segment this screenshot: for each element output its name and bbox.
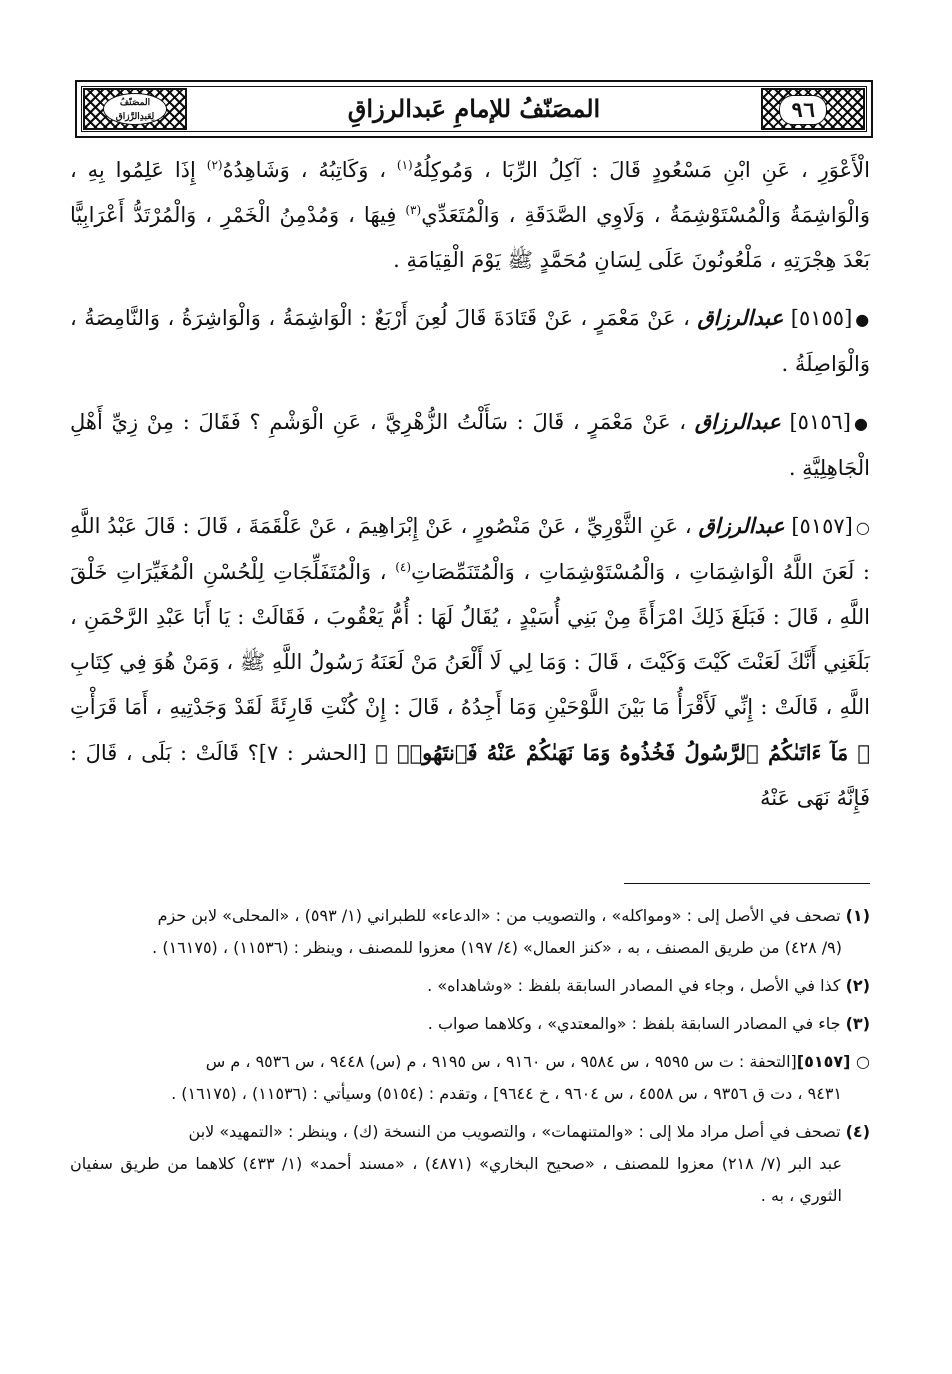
main-text (70, 148, 870, 833)
footnote-text: ٩٤٣١ ، دت ق ٩٣٥٦ ، س ٤٥٥٨ ، س ٩٦٠٤ ، خ ٩٦٤٤] ، وتقدم : (٥١٥٤) وسيأتي : (١١٥٣٦) ، (١٦١٧٥) . (171, 1084, 842, 1103)
footnote-2 (70, 970, 870, 1002)
footnote-4 (70, 1116, 870, 1212)
hadith-5157 (70, 503, 870, 821)
footnote-text: كذا في الأصل ، وجاء في المصادر السابقة بلفظ : «وشاهداه» . (427, 976, 846, 995)
footnote-ref-3[interactable]: (٣) (405, 203, 422, 217)
footnote-number: (٢) (845, 976, 870, 995)
hadith-text: ، عَنْ مَعْمَرٍ ، عَنْ قَتَادَةَ قَالَ لُعِنَ أَرْبَعٌ : الْوَاشِمَةُ ، وَالْوَاشِرَةُ ، وَالنَّامِصَةُ ، وَالْوَاصِلَةُ . (70, 306, 870, 376)
paragraph-continuation (70, 148, 870, 283)
hadith-5155 (70, 295, 870, 387)
footnote-takhrij-5157 (70, 1046, 870, 1110)
footnote-text: عبد البر (٧/ ٢١٨) معزوا للمصنف ، «صحيح البخاري» (٤٨٧١) ، «مسند أحمد» (١/ ٤٣٣) كلاهما من طريق سفيان الثوري ، به . (70, 1154, 843, 1205)
narrator-name: عبدالرزاق (698, 513, 785, 538)
hollow-bullet-icon: ○ (855, 518, 870, 537)
running-title: المصَنّفُ للإمامِ عَبدالرزاقِ (347, 94, 601, 123)
quran-reference: [الحشر : ٧] (258, 741, 376, 765)
footnote-3 (70, 1008, 870, 1040)
footnote-1 (70, 900, 870, 964)
narrator-name: عبدالرزاق (694, 409, 781, 434)
footnote-text: تصحف في الأصل إلى : «ومواكله» ، والتصويب من : «الدعاء» للطبراني (١/ ٥٩٣) ، «المحلى» لابن حزم (157, 906, 846, 925)
hadith-text: ؟ قَالَتْ : بَلَى ، قَالَ : فَإِنَّهُ نَهَى عَنْهُ (70, 741, 870, 810)
seal-line-1: المصَنّفُ (119, 98, 151, 108)
filled-bullet-icon: ● (854, 414, 870, 433)
footnote-text: (٩/ ٤٢٨) من طريق المصنف ، به ، «كنز العمال» (٤/ ١٩٧) معزوا للمصنف ، وينظر : (١١٥٣٦) ، (١٦١٧٥) . (152, 938, 842, 957)
footnote-number: (١) (845, 906, 870, 925)
narrator-name: عبدالرزاق (697, 305, 784, 330)
footnote-ref-4[interactable]: (٤) (395, 560, 412, 574)
quran-quote: ﴿ مَآ ءَاتَىٰكُمُ ٱلرَّسُولُ فَخُذُوهُ وَمَا نَهَىٰكُمْ عَنْهُ فَٱنتَهُوا۟ ﴾ (375, 740, 870, 765)
hadith-number: [٥١٥٥] (790, 306, 853, 330)
hadith-5156 (70, 399, 870, 491)
footnote-number: (٤) (845, 1122, 870, 1141)
footnote-text: جاء في المصادر السابقة بلفظ : «والمعتدي» ، وكلاهما صواب . (427, 1014, 846, 1033)
text-run: ، وَكَاتِبُهُ ، وَشَاهِدُهُ (222, 158, 397, 182)
footnote-ref-1[interactable]: (١) (396, 158, 413, 172)
hadith-text: ، وَالْمُتَفَلِّجَاتِ لِلْحُسْنِ الْمُغَيِّرَاتِ خَلْقَ اللَّهِ ، قَالَ : فَبَلَغَ ذَلِكَ امْرَأَةً مِنْ بَنِي أُسَيْدٍ ، يُقَالُ لَهَا : أُمُّ يَعْقُوبَ ، فَقَالَتْ : يَا أَبَا عَبْدِ الرَّحْمَنِ ، بَلَغَنِي أَنَّكَ لَعَنْتَ كَيْتَ وَكَيْتَ ، قَالَ : وَمَا لِي لَا أَلْعَنُ مَنْ لَعَنَهُ رَسُولُ اللَّهِ ﷺ ، وَمَنْ هُوَ فِي كِتَابِ اللَّهِ ، قَالَتْ : إِنِّي لَأَقْرَأُ مَا بَيْنَ اللَّوْحَيْنِ وَمَا أَجِدُهُ ، قَالَ : إِنْ كُنْتِ قَارِئَةً لَقَدْ وَجَدْتِيهِ ، أَمَا قَرَأْتِ (70, 560, 870, 719)
text-run: إِذَا عَلِمُوا بِهِ ، وَالْوَاشِمَةُ وَالْمُسْتَوْشِمَةُ ، وَلَاوِي الصَّدَقَةِ ، وَالْمُتَعَدِّي (70, 158, 870, 227)
footnote-text: [التحفة : ت س ٩٥٩٥ ، س ٩٥٨٤ ، س ٩١٦٠ ، س ٩١٩٥ ، م (س) ٩٤٤٨ ، س ٩٥٣٦ ، م س (205, 1052, 797, 1071)
hadith-text: ، عَنِ الثَّوْرِيِّ ، عَنْ مَنْصُورٍ ، عَنْ إِبْرَاهِيمَ ، عَنْ عَلْقَمَةَ ، قَالَ : قَالَ عَبْدُ اللَّهِ : لَعَنَ اللَّهُ الْوَاشِمَاتِ ، وَالْمُسْتَوْشِمَاتِ ، وَالْمُتَنَمِّصَاتِ (70, 514, 870, 584)
text-run: الْأَعْوَرِ ، عَنِ ابْنِ مَسْعُودٍ قَالَ : آكِلُ الرِّبَا ، وَمُوكِلُهُ (412, 158, 870, 182)
footnote-number: (٣) (845, 1014, 870, 1033)
header-seal (103, 93, 167, 125)
seal-line-2: لِعَبدِالرَّزاقِ (115, 112, 155, 122)
text-run: فِيهَا ، وَمُدْمِنُ الْخَمْرِ ، وَالْمُرْتَدُّ أَعْرَابِيًّا بَعْدَ هِجْرَتِهِ ، مَلْعُونُونَ عَلَى لِسَانِ مُحَمَّدٍ ﷺ يَوْمَ الْقِيَامَةِ . (70, 203, 870, 272)
page-header (75, 80, 873, 138)
footnote-number: ○ [٥١٥٧] (796, 1052, 870, 1071)
filled-bullet-icon: ● (855, 310, 870, 329)
footnotes (70, 900, 870, 1218)
page-number: ٩٦ (779, 95, 827, 125)
hadith-text: ، عَنْ مَعْمَرٍ ، قَالَ : سَأَلْتُ الزُّهْرِيَّ ، عَنِ الْوَشْمِ ؟ فَقَالَ : مِنْ زِيِّ أَهْلِ الْجَاهِلِيَّةِ . (70, 410, 870, 480)
footnote-text: تصحف في أصل مراد ملا إلى : «والمتنهمات» ، والتصويب من النسخة (ك) ، وينظر : «التمهيد» لابن (188, 1122, 846, 1141)
hadith-number: [٥١٥٦] (789, 410, 851, 434)
footnote-ref-2[interactable]: (٢) (206, 158, 223, 172)
hadith-number: [٥١٥٧] (791, 514, 853, 538)
footnote-divider (624, 883, 870, 884)
